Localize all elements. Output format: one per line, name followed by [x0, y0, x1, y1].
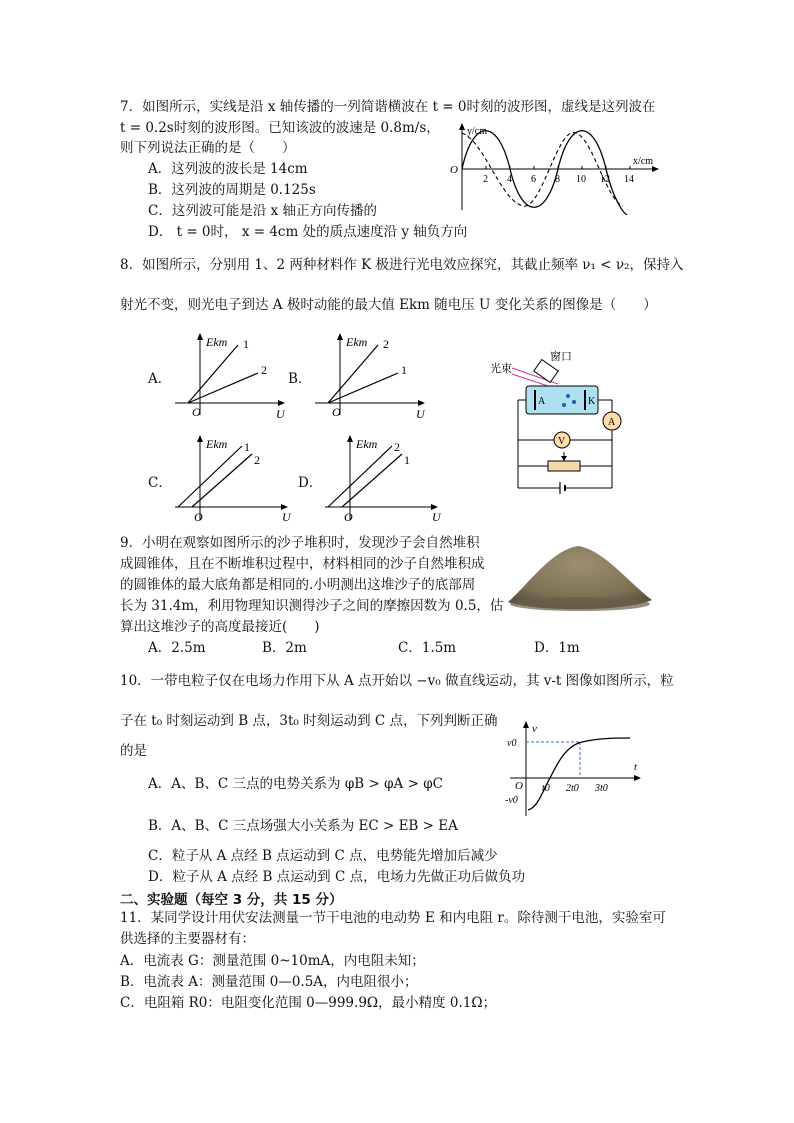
q8a-y-label: Ekm: [206, 335, 228, 349]
q9-option-b: B．2m: [262, 640, 307, 656]
rheostat-icon: [548, 461, 580, 471]
q8b-x-label: U: [416, 407, 425, 420]
q9-line3: 的圆锥体的最大底角都是相同的.小明测出这堆沙子的底部周: [120, 577, 476, 593]
q10-line1: 10．一带电粒子仅在电场力作用下从 A 点开始以 −v₀ 做直线运动，其 v-t 图像如图所示，粒: [120, 673, 674, 689]
q7-line2: t = 0.2s时刻的波形图。已知该波的波速是 0.8m/s，: [120, 120, 440, 136]
q8b-label-1: 1: [401, 363, 407, 377]
q8d-line-2: [328, 446, 392, 507]
q7-option-c: C．这列波可能是沿 x 轴正方向传播的: [148, 203, 378, 219]
q10-line2: 子在 t₀ 时刻运动到 B 点，3t₀ 时刻运动到 C 点，下列判断正确: [120, 713, 498, 729]
q8a-line-2: [188, 373, 258, 403]
q11-line1: 11．某同学设计用伏安法测量一节干电池的电动势 E 和内电阻 r。除待测干电池，实验室可: [120, 910, 666, 926]
q10-option-d: D．粒子从 A 点经 B 点运动到 C 点，电场力先做正功后做负功: [148, 869, 526, 885]
q8-option-d: D．: [298, 475, 323, 491]
apparatus-window-label: 窗口: [550, 351, 572, 363]
apparatus-beam-label: 光束: [490, 363, 512, 375]
q7-tick-label: 14: [624, 174, 634, 185]
q10-vt-graph: [500, 718, 650, 818]
q7-tick-label: 2: [483, 174, 488, 185]
q10-negv0-label: -v0: [505, 795, 518, 806]
q10-v0-label: v0: [507, 738, 517, 749]
q8-graph-a: [170, 330, 290, 420]
q7-origin: O: [450, 164, 458, 176]
q8-graph-c: [170, 432, 300, 522]
q8-option-b: B．: [288, 371, 312, 387]
q11-item-b: B．电流表 A：测量范围 0—0.5A，内电阻很小；: [120, 974, 418, 990]
q7-tick-label: 8: [555, 174, 560, 185]
q8c-line-2: [192, 454, 252, 507]
q7-option-b: B．这列波的周期是 0.125s: [148, 182, 316, 198]
q8-graph-b: [310, 330, 430, 420]
q8c-y-label: Ekm: [206, 437, 228, 451]
q8-option-c: C．: [148, 475, 172, 491]
q10-option-a: A．A、B、C 三点的电势关系为 φB > φA > φC: [148, 776, 443, 792]
q10-line3: 的是: [120, 743, 147, 759]
q9-line2: 成圆锥体，且在不断堆积过程中，材料相同的沙子自然堆积成: [120, 556, 485, 572]
q7-line1: 7．如图所示，实线是沿 x 轴传播的一列简谐横波在 t = 0时刻的波形图，虚线是这列波在: [120, 99, 656, 115]
q8c-x-label: U: [282, 510, 291, 522]
q8c-origin: O: [194, 510, 203, 522]
q9-line4: 长为 31.4m，利用物理知识测得沙子之间的摩擦因数为 0.5，估: [120, 598, 504, 614]
q10-option-c: C．粒子从 A 点经 B 点运动到 C 点，电势能先增加后减少: [148, 848, 498, 864]
q7-tick-label: 10: [576, 174, 586, 185]
q8b-line-2: [328, 345, 378, 403]
q10-t-label: t: [634, 761, 638, 773]
q9-line5: 算出这堆沙子的高度最接近( ): [120, 619, 320, 635]
q9-sand-pile-photo: [506, 542, 654, 614]
q8b-label-2: 2: [383, 337, 389, 351]
q8-line1: 8．如图所示，分别用 1、2 两种材料作 K 极进行光电效应探究，其截止频率 ν₁ < ν₂，保持入: [120, 257, 684, 273]
q8d-label-1: 1: [404, 453, 410, 467]
q8a-origin: O: [192, 405, 201, 419]
q11-item-a: A．电流表 G：测量范围 0~10mA，内电阻未知；: [120, 953, 425, 969]
q11-line2: 供选择的主要器材有：: [120, 931, 255, 947]
q8c-label-2: 2: [254, 453, 260, 467]
q7-option-d: D． t = 0时， x = 4cm 处的质点速度沿 y 轴负方向: [148, 224, 468, 240]
q9-line1: 9．小明在观察如图所示的沙子堆积时，发现沙子会自然堆积: [120, 535, 480, 551]
q7-wave-graph: [445, 120, 665, 215]
q8d-y-label: Ekm: [356, 437, 378, 451]
q10-t0-label: t0: [542, 783, 550, 794]
q10-3t0-label: 3t0: [595, 783, 608, 794]
q8d-label-2: 2: [394, 440, 400, 454]
q7-y-label: y/cm: [467, 126, 487, 137]
q8d-line-1: [342, 454, 402, 507]
q10-option-b: B．A、B、C 三点场强大小关系为 EC > EB > EA: [148, 818, 458, 834]
q10-2t0-label: 2t0: [566, 783, 579, 794]
q10-origin: O: [515, 780, 523, 792]
q8b-y-label: Ekm: [346, 335, 368, 349]
voltmeter-label: V: [558, 436, 566, 447]
q8-apparatus-diagram: [488, 346, 638, 496]
q10-vt-curve: [528, 738, 630, 810]
q8a-label-1: 1: [243, 337, 249, 351]
section-2-title: 二、实验题（每空 3 分，共 15 分）: [120, 892, 343, 908]
anode-label: A: [538, 396, 546, 407]
q9-option-c: C．1.5m: [398, 640, 457, 656]
q9-option-a: A．2.5m: [148, 640, 206, 656]
q8b-origin: O: [332, 405, 341, 419]
q11-item-c: C．电阻箱 R0：电阻变化范围 0—999.9Ω，最小精度 0.1Ω；: [120, 995, 497, 1011]
q8c-line-1: [178, 446, 242, 507]
ammeter-label: A: [608, 417, 616, 428]
q7-option-a: A．这列波的波长是 14cm: [148, 161, 308, 177]
q8d-x-label: U: [432, 510, 441, 522]
q10-v-label: v: [532, 723, 537, 735]
cathode-label: K: [588, 396, 596, 407]
q8a-label-2: 2: [261, 363, 267, 377]
q7-solid-wave: [462, 131, 630, 215]
q7-line3: 则下列说法正确的是（ ）: [120, 140, 296, 156]
q8b-line-1: [328, 373, 398, 403]
q7-x-label: x/cm: [633, 156, 653, 167]
q8d-origin: O: [344, 510, 353, 522]
q7-tick-label: 12: [600, 174, 610, 185]
q8-option-a: A．: [148, 371, 172, 387]
q7-tick-label: 6: [531, 174, 536, 185]
q8-graph-d: [320, 432, 450, 522]
q7-tick-label: 4: [507, 174, 512, 185]
q8-line2: 射光不变，则光电子到达 A 极时动能的最大值 Ekm 随电压 U 变化关系的图像是（ ）: [120, 297, 657, 313]
q8a-x-label: U: [276, 407, 285, 420]
q8c-label-1: 1: [244, 440, 250, 454]
q9-option-d: D．1m: [534, 640, 580, 656]
q8a-line-1: [188, 345, 238, 403]
